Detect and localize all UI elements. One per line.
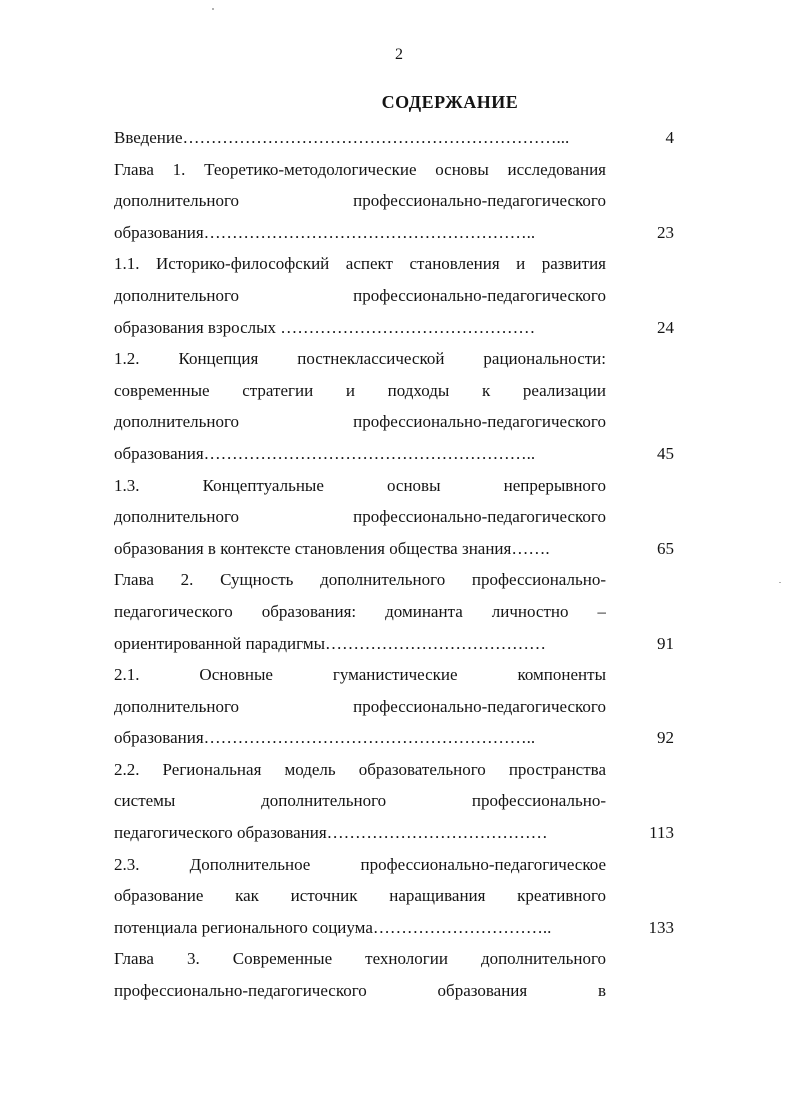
- toc-line: [114, 533, 674, 565]
- toc-page-number: 91: [657, 633, 674, 653]
- toc-line: [114, 343, 674, 375]
- toc-entry-text: современные стратегии и подходы к реализации: [114, 380, 606, 400]
- toc-page-number: 4: [665, 128, 674, 147]
- toc-entry-text: образования в контексте становления общества знания…….: [114, 538, 550, 558]
- toc-entry-text: Введение…………………………………………………………...: [114, 128, 570, 147]
- toc-line: [114, 849, 674, 881]
- toc-entry-text: дополнительного профессионально-педагогического: [114, 696, 606, 716]
- toc-entry-text: 1.1. Историко-философский аспект становления и развития: [114, 254, 606, 274]
- toc-entry-text: 2.2. Региональная модель образовательного пространства: [114, 759, 606, 779]
- toc-line: [114, 659, 674, 691]
- toc-entry-text: дополнительного профессионально-педагогического: [114, 412, 606, 432]
- toc-entry-text: потенциала регионального социума…………………………..: [114, 917, 552, 937]
- toc-line: [114, 817, 674, 849]
- toc-entry-text: Глава 2. Сущность дополнительного профессионально-: [114, 570, 606, 590]
- toc-line: [114, 470, 674, 502]
- toc-entry-text: образования взрослых ………………………………………: [114, 317, 536, 337]
- toc-page-number: 23: [657, 222, 674, 242]
- toc-entry-text: педагогического образования…………………………………: [114, 823, 548, 843]
- toc-entry-text: образование как источник наращивания креативного: [114, 886, 606, 906]
- toc-line: [114, 975, 674, 1007]
- toc-entry-text: дополнительного профессионально-педагогического: [114, 191, 606, 211]
- toc-entry-text: Глава 3. Современные технологии дополнительного: [114, 949, 606, 969]
- toc-entry-text: 1.2. Концепция постнеклассической рациональности:: [114, 349, 606, 369]
- toc-page-number: 113: [649, 823, 674, 843]
- toc-entry-text: 2.3. Дополнительное профессионально-педагогическое: [114, 854, 606, 874]
- toc-entry-text: дополнительного профессионально-педагогического: [114, 507, 606, 527]
- toc-entry-text: образования…………………………………………………..: [114, 728, 536, 748]
- toc-line: [114, 122, 674, 154]
- toc-page-number: 45: [657, 443, 674, 463]
- toc-line: [114, 628, 674, 660]
- toc-entry-text: 2.1. Основные гуманистические компоненты: [114, 665, 606, 685]
- toc-entry-text: педагогического образования: доминанта личностно –: [114, 601, 606, 621]
- toc-entry-text: Глава 1. Теоретико-методологические основы исследования: [114, 159, 606, 179]
- toc-page-number: 133: [648, 917, 674, 937]
- toc-page-number: 65: [657, 538, 674, 558]
- toc-line: [114, 596, 674, 628]
- page-title: СОДЕРЖАНИЕ: [381, 92, 519, 112]
- toc-line: [114, 564, 674, 596]
- toc-line: [114, 438, 674, 470]
- scan-speck: [212, 8, 214, 10]
- toc-line: [114, 217, 674, 249]
- toc-page-number: 92: [657, 728, 674, 748]
- toc-entry-text: дополнительного профессионально-педагогического: [114, 285, 606, 305]
- scan-speck: [779, 582, 781, 583]
- toc-line: [114, 406, 674, 438]
- table-of-contents: [114, 122, 674, 1007]
- toc-entry-text: 1.3. Концептуальные основы непрерывного: [114, 475, 606, 495]
- toc-line: [114, 691, 674, 723]
- toc-line: [114, 501, 674, 533]
- toc-line: [114, 280, 674, 312]
- toc-line: [114, 722, 674, 754]
- toc-line: [114, 912, 674, 944]
- toc-entry-text: профессионально-педагогического образования в: [114, 981, 606, 1001]
- page-number: 2: [395, 46, 403, 63]
- toc-line: [114, 785, 674, 817]
- toc-line: [114, 375, 674, 407]
- toc-entry-text: образования…………………………………………………..: [114, 443, 536, 463]
- toc-line: [114, 312, 674, 344]
- toc-line: [114, 880, 674, 912]
- toc-page-number: 24: [657, 317, 674, 337]
- toc-line: [114, 154, 674, 186]
- toc-line: [114, 185, 674, 217]
- toc-entry-text: образования…………………………………………………..: [114, 222, 536, 242]
- toc-line: [114, 943, 674, 975]
- toc-line: [114, 754, 674, 786]
- toc-entry-text: ориентированной парадигмы…………………………………: [114, 633, 547, 653]
- toc-entry-text: системы дополнительного профессионально-: [114, 791, 606, 811]
- toc-line: [114, 248, 674, 280]
